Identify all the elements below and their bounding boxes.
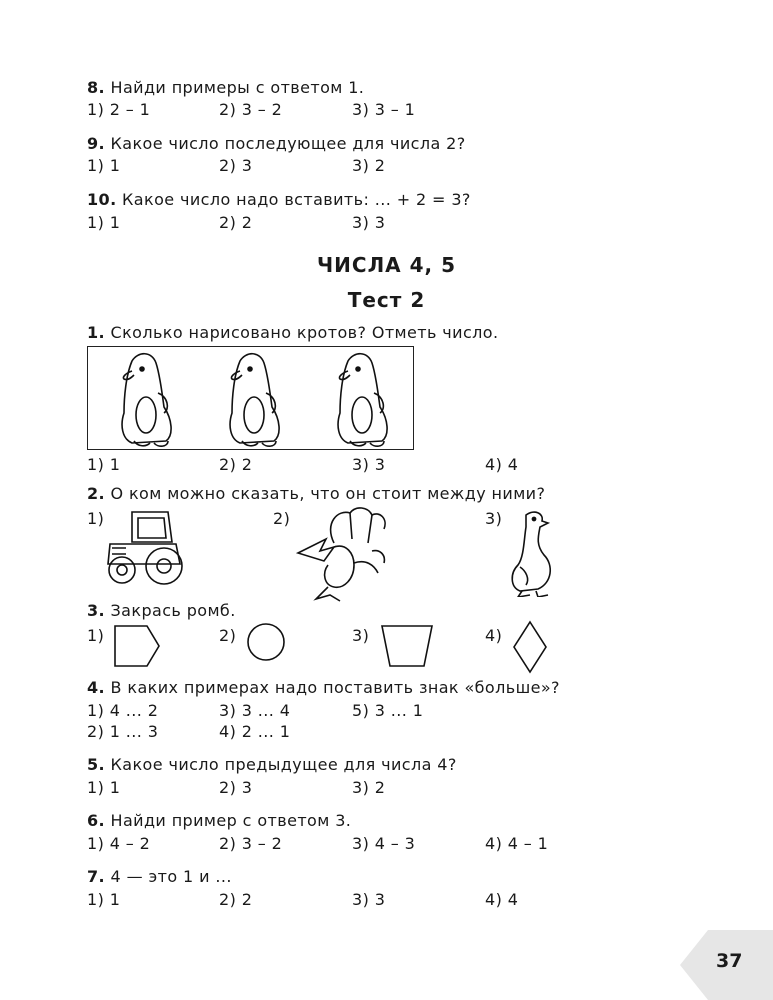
circle-shape <box>246 622 286 662</box>
option-label: 4) <box>485 626 503 645</box>
answer-option: 3) 2 <box>352 778 386 797</box>
question-5 <box>87 755 457 775</box>
question-6 <box>87 811 351 831</box>
answer-option: 1) 1 <box>87 156 121 175</box>
answer-option: 1) 4 – 2 <box>87 834 151 853</box>
answer-option: 2) 3 <box>219 156 253 175</box>
test-title: Тест 2 <box>347 288 426 312</box>
answer-option: 2) 1 ... 3 <box>87 722 159 741</box>
question-text: Какое число предыдущее для числа 4? <box>110 755 457 774</box>
question-7 <box>87 867 232 887</box>
dragon-illustration <box>294 503 398 603</box>
question-text: Какое число надо вставить: ... + 2 = 3? <box>122 190 471 209</box>
mole-illustration <box>338 354 387 446</box>
option-label: 2) <box>219 626 237 645</box>
question-4 <box>87 678 560 698</box>
option-label: 3) <box>352 626 370 645</box>
question-10 <box>87 190 471 210</box>
question-text: Найди пример с ответом 3. <box>110 811 352 830</box>
answer-option: 1) 1 <box>87 890 121 909</box>
question-number: 7. <box>87 867 106 886</box>
answer-option: 2) 2 <box>219 890 253 909</box>
answer-option: 3) 4 – 3 <box>352 834 416 853</box>
question-2 <box>87 484 545 504</box>
answer-option: 4) 4 <box>485 890 519 909</box>
answer-option: 2) 2 <box>219 455 253 474</box>
option-label: 1) <box>87 626 105 645</box>
goose-illustration <box>508 509 560 597</box>
question-8 <box>87 78 364 98</box>
answer-option: 5) 3 ... 1 <box>352 701 424 720</box>
answer-option: 4) 4 <box>485 455 519 474</box>
question-text: Сколько нарисовано кротов? Отметь число. <box>110 323 499 342</box>
answer-option: 2) 2 <box>219 213 253 232</box>
question-1 <box>87 323 498 343</box>
answer-option: 1) 1 <box>87 455 121 474</box>
section-title: ЧИСЛА 4, 5 <box>316 253 457 277</box>
answer-option: 4) 2 ... 1 <box>219 722 291 741</box>
rhombus-shape <box>512 620 548 674</box>
question-text: Найди примеры с ответом 1. <box>110 78 365 97</box>
answer-option: 4) 4 – 1 <box>485 834 549 853</box>
question-text: Какое число последующее для числа 2? <box>110 134 466 153</box>
answer-option: 2) 3 – 2 <box>219 834 283 853</box>
option-label: 3) <box>485 509 503 528</box>
answer-option: 2) 3 <box>219 778 253 797</box>
mole-illustration <box>122 354 171 446</box>
question-number: 6. <box>87 811 106 830</box>
question-number: 10. <box>87 190 117 209</box>
option-label: 2) <box>273 509 291 528</box>
tractor-illustration <box>102 508 186 588</box>
question-text: 4 — это 1 и ... <box>110 867 232 886</box>
mole-illustration <box>230 354 279 446</box>
answer-option: 3) 3 <box>352 890 386 909</box>
moles-picture-frame <box>87 346 414 450</box>
question-9 <box>87 134 466 154</box>
pentagon-shape <box>113 624 161 668</box>
question-number: 9. <box>87 134 106 153</box>
answer-option: 3) 3 ... 4 <box>219 701 291 720</box>
answer-option: 1) 1 <box>87 213 121 232</box>
question-number: 5. <box>87 755 106 774</box>
question-3 <box>87 601 236 621</box>
answer-option: 1) 2 – 1 <box>87 100 151 119</box>
question-number: 8. <box>87 78 106 97</box>
question-text: Закрась ромб. <box>110 601 236 620</box>
answer-option: 1) 4 ... 2 <box>87 701 159 720</box>
answer-option: 3) 3 – 1 <box>352 100 416 119</box>
question-number: 2. <box>87 484 106 503</box>
answer-option: 2) 3 – 2 <box>219 100 283 119</box>
answer-option: 1) 1 <box>87 778 121 797</box>
option-label: 1) <box>87 509 105 528</box>
question-text: В каких примерах надо поставить знак «больше»? <box>110 678 560 697</box>
question-number: 4. <box>87 678 106 697</box>
answer-option: 3) 3 <box>352 213 386 232</box>
page-number: 37 <box>716 950 743 972</box>
answer-option: 3) 2 <box>352 156 386 175</box>
trapezoid-shape <box>380 624 434 668</box>
question-number: 3. <box>87 601 106 620</box>
question-text: О ком можно сказать, что он стоит между ними? <box>110 484 546 503</box>
question-number: 1. <box>87 323 106 342</box>
answer-option: 3) 3 <box>352 455 386 474</box>
